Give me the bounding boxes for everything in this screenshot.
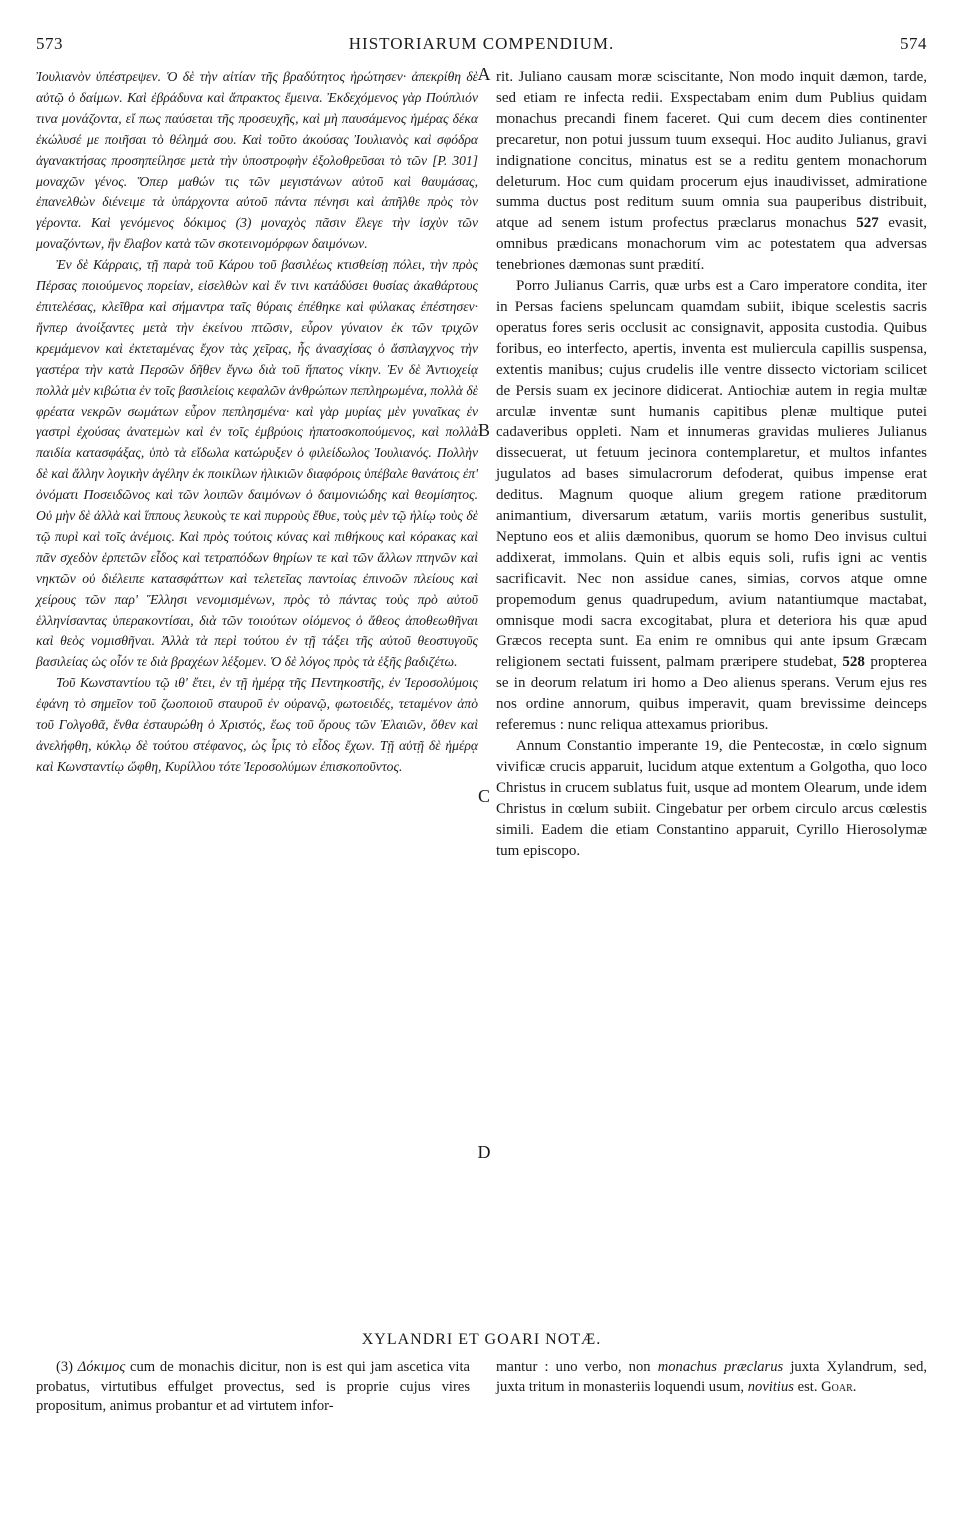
section-marker-a: A	[477, 64, 491, 84]
latin-paragraph-3: Annum Constantio imperante 19, die Pentecostæ, in cœlo signum vivificæ crucis apparuit, lucidum atque extentum a Golgotha, quo loco Christus in crucem sublatus fuit, usque ad montem Olearum, unde idem Christus in cœlum subiit. Cingebatur per orbem circulo arcus cœlestis simili. Eadem die etiam Constantino apparuit, Cyrillo Hierosolymæ tum episcopo.	[496, 738, 927, 859]
latin-paragraph-1-text-a: rit. Juliano causam moræ sciscitante, Non modo inquit dæmon, tarde, sed etiam re infecta redii. Exspectabam enim dum Publius quidam monachus precandi finem faceret. Qui cum decem dies continenter precaretur, non potui jussum tuum exsequi. Hoc audito Julianus, gravi indignatione concitus, minatus est se a reditu gentem monachorum deleturum. Hoc cum quidam procerum ejus inaudivisset, admiratione summa ductus post reditum suum omnia sua pauperibus distribuit, atque ad senem istum profectus præclarus monachus	[496, 69, 927, 232]
footnote-number: (3)	[56, 1359, 74, 1375]
footnote-left	[36, 1358, 470, 1417]
latin-paragraph-2-text-b: propterea se in deorum relatum iri homo a Deo alienus sperans. Verum ejus res nos ordine annorum, quibus imperavit, quam brevissime deinceps referemus : nunc reliqua attexamus prioribus.	[496, 654, 927, 734]
latin-paragraph-2	[496, 276, 927, 736]
page-ref-528: 528	[842, 654, 865, 671]
greek-paragraph-1: Ἰουλιανὸν ὑπέστρεψεν. Ὁ δὲ τὴν αἰτίαν τῆς βραδύτητος ἠρώτησεν· ἀπεκρίθη δὲ αὐτῷ ὁ δαίμων. Καὶ ἐβράδυνα καὶ ἄπρακτος ἔμεινα. Ἐκδεχόμενος γὰρ Πούπλιόν τινα μονάζοντα, εἴ πως παύσεται τῆς προσευχῆς, καὶ μὴ παυσάμενος ἡμέρας δέκα ἐκώλυσέ με ποιῆσαι τὸ θέλημά σου. Καὶ τοῦτο ἀκούσας Ἰουλιανὸς καὶ σφόδρα ἀγανακτήσας προσηπείλησε μετὰ τὴν ὑποστροφὴν ἐξολοθρεῦσαι τὸ τῶν [P. 301] μοναχῶν γένος. Ὅπερ μαθών τις τῶν μεγιστάνων αὐτοῦ καὶ θαυμάσας, ἐπανελθὼν διένειμε τὰ ὑπάρχοντα αὐτοῦ πάντα πένησι καὶ ἀπῆλθε πρὸς τὸν γέροντα. Καὶ γενόμενος δόκιμος (3) μοναχὸς πᾶσιν ἔλεγε τὴν ἰσχὺν τῶν μοναζόντων, ἣν ἔλαβον κατὰ τῶν σκοτεινομόρφων δαιμόνων.	[36, 69, 478, 252]
footnote-greek-term: Δόκιμος	[77, 1359, 126, 1375]
footnote-right-italic-2: novitius	[747, 1378, 794, 1395]
footnote-right-text-a: mantur : uno verbo, non	[496, 1359, 651, 1375]
footnote-right-italic-1: monachus præclarus	[657, 1359, 784, 1375]
footnote-continuation	[496, 1358, 927, 1397]
running-title: HISTORIARUM COMPENDIUM.	[348, 34, 615, 53]
notes-heading: XYLANDRI ET GOARI NOTÆ.	[361, 1331, 602, 1348]
greek-paragraph-3: Τοῦ Κωνσταντίου τῷ ιθ' ἔτει, ἐν τῇ ἡμέρᾳ τῆς Πεντηκοστῆς, ἐν Ἱεροσολύμοις ἐφάνη τὸ σημεῖον τοῦ ζωοποιοῦ σταυροῦ ἐν οὐρανῷ, φωτοειδές, τεταμένον ἀπὸ τοῦ Γολγοθᾶ, ἔνθα ἐσταυρώθη ὁ Χριστός, ἕως τοῦ ὄρους τῶν Ἐλαιῶν, ὅθεν καὶ ἀνελήφθη, κύκλῳ δὲ τούτου στέφανος, ὡς ἶρις τὸ εἶδος ἔχων. Τῇ αὐτῇ δὲ ἡμέρᾳ καὶ Κωνσταντίῳ ὤφθη, Κυρίλλου τότε Ἱεροσολύμων ἐπισκοποῦντος.	[36, 675, 478, 774]
footnote-3	[36, 1358, 470, 1417]
latin-column	[496, 67, 927, 861]
latin-paragraph-2-text-a: Porro Julianus Carris, quæ urbs est a Caro imperatore condita, iter in Persas faciens speluncam quamdam subiit, ibique scelestis sacris operatus fores seris occlusit ac consignavit, apposita custodia. Quibus foribus, eo interfecto, apertis, inventa est muliercula capillis suspensa, extentis manibus; cujus crudelis ille ventre dissecto victoriam scilicet de Persis suam ex jecinore didicerat. Antiochiæ autem in regia multæ arculæ inventæ sunt humanis capitibus plenæ multique putei cadaveribus oppleti. Nam et innumeras gravidas mulieres Julianus dissecuerat, ut fetuum jecinora contemplaretur, et multos infantes jugulatos ad bases simulacrorum defoderat, quibus impense erat deditus. Magnum quoque alium gregem ratione præditorum animantium, diversarum ætatum, variis mortis generibus sustulit, Neptuno eos et aliis dæmonibus, quorum se homo Deo invisus cultui addixerat, immolans. Quin et albis equis soli, rufis igni ac ventis sacrificavit. Nec non assidue canes, simias, corvos atque omne propemodum genus quadrupedum, avium natantiumque mactabat, omnisque modi sacra excogitabat, plura et deteriora his quæ apud Græcos recepta sunt. Ea enim re omnibus qui ante ipsum Græcam religionem sectati fuissent, palmam præripere studebat,	[496, 278, 927, 671]
greek-column	[36, 67, 478, 778]
latin-paragraph-1-text-b: evasit, omnibus prædicans monachorum vim ac potestatem qua adversas tenebriones dæmonas sunt prædití.	[496, 215, 927, 274]
page-header	[36, 34, 927, 56]
section-marker-b: B	[477, 420, 490, 440]
greek-paragraph-2: Ἐν δὲ Κάρραις, τῇ παρὰ τοῦ Κάρου τοῦ βασιλέως κτισθείσῃ πόλει, τὴν πρὸς Πέρσας ποιούμενος πορείαν, εἰσελθὼν καὶ ἔν τινι κατάδύσει θυσίας ἀκαθάρτους ἐπιτελέσας, κλεῖθρα καὶ σήμαντρα ταῖς θύραις ἐπέθηκε καὶ φύλακας ἐπέστησεν· ἥνπερ ἀνοίξαντες μετὰ τὴν ἐκείνου πτῶσιν, εὗρον γύναιον ἐκ τῶν τριχῶν κρεμάμενον καὶ ἐκτεταμένας ἔχον τὰς χεῖρας, ἧς ἀνασχίσας ὁ ἄσπλαγχνος τὴν γαστέρα τὴν κατὰ Περσῶν δῆθεν ἔγνω διὰ τοῦ ἥπατος νίκην. Ἐν δὲ Ἀντιοχείᾳ πολλὰ μὲν κιβώτια ἐν τοῖς βασιλείοις κεφαλῶν ἀνθρώπων πεπληρωμένα, πολλὰ δὲ φρέατα νεκρῶν σωμάτων εὗρον πεπλησμένα· καὶ γὰρ μυρίας μὲν γυναῖκας ἐν γαστρὶ ἐχούσας ἀνατεμὼν καὶ ἐν τοῖς ἐμβρύοις ἡπατοσκοπούμενος, καὶ πολλὰ παιδία κατασφάξας, ὑπὸ τὰ εἴδωλα κατώρυξεν ὁ φιλείδωλος Ἰουλιανός. Πολλὴν δὲ καὶ ἄλλην λογικὴν ἀγέλην ἐκ ποικίλων ἡλικιῶν διαφόροις ὑπέβαλε θανάτοις ἐπ' ὀνόματι Ποσειδῶνος καὶ τῶν λοιπῶν δαιμόνων ὁ δαιμονιώδης καὶ θεομίσητος. Οὐ μὴν δὲ ἀλλὰ καὶ ἵππους λευκοὺς τε καὶ πυρροὺς ἔθυε, τοὺς μὲν τῷ ἡλίῳ τοὺς δὲ τῷ πυρὶ καὶ τοῖς ἀνέμοις. Καὶ πρὸς τούτοις κύνας καὶ πιθήκους καὶ κόρακας καὶ πᾶν σχεδὸν ἑρπετῶν εἶδος καὶ τετραπόδων θηρίων τε καὶ τῶν ἄλλων πτηνῶν καὶ νηκτῶν οὐ διέλειπε κατασφάττων καὶ τελετεῖας παντοίας ἐπινοῶν πλείους καὶ χείρους τῶν παρ' Ἕλλησι νενομισμένων, πρὸς τὸ πάντας τοὺς πρὸ αὐτοῦ ἑλληνίσαντας ὑπερακοντίσαι, διὰ τῶν τοιούτων οἰόμενος ὁ ἄθεος ἀποθεωθῆναι καὶ θεὸς νομισθῆναι. Ἀλλὰ τὰ περὶ τούτου ἐν τῇ τάξει τῆς αὐτοῦ θεοστυγοῦς βασιλείας ὡς οἷόν τε διὰ βραχέων λέξομεν. Ὁ δὲ λόγος πρὸς τὰ ἑξῆς βαδιζέτω.	[36, 257, 478, 670]
latin-paragraph-1	[496, 67, 927, 276]
footnote-signature: Goar.	[821, 1378, 857, 1395]
footnote-left-text: cum de monachis dicitur, non is est qui jam ascetica vita probatus, virtutibus effulget provectus, sed is proprie cujus vires propositum, animus probantur et ad virtutem infor-	[36, 1359, 470, 1415]
page-number-right: 574	[900, 34, 927, 53]
footnote-right-text-c: est.	[797, 1378, 818, 1395]
section-marker-c: C	[477, 786, 490, 806]
page-number-left: 573	[36, 34, 63, 53]
page-ref-527: 527	[856, 215, 879, 232]
footnote-right	[496, 1358, 927, 1397]
footnote-right-text-b: juxta Xylandrum, sed, juxta tritum in monasteriis loquendi usum,	[496, 1359, 928, 1395]
section-marker-d: D	[477, 1142, 491, 1162]
